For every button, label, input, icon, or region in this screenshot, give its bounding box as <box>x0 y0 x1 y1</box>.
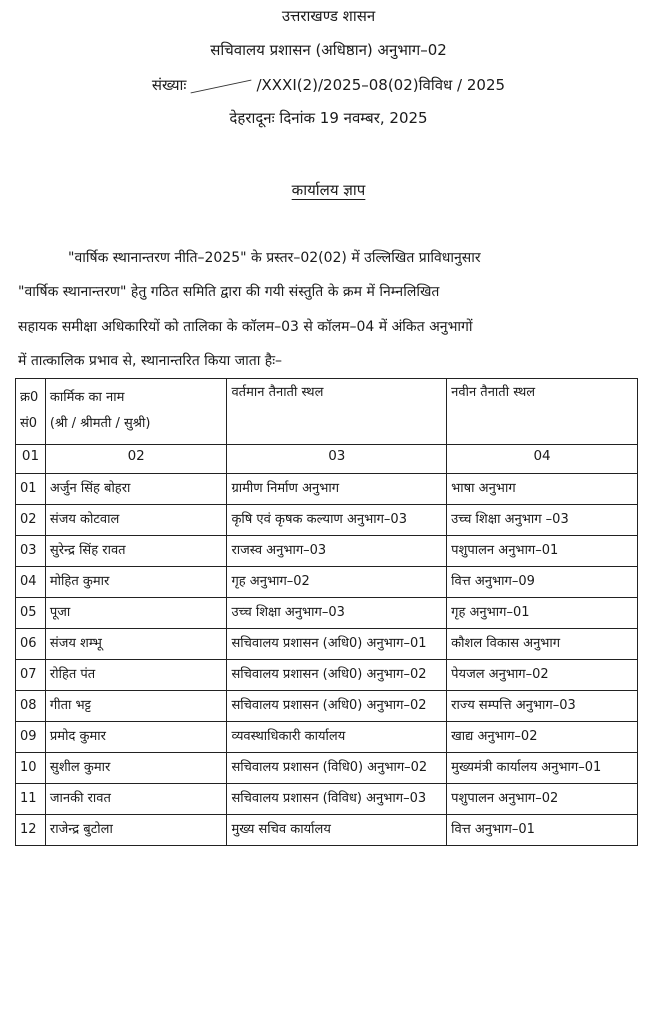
table-row <box>16 660 638 691</box>
cell-new-posting: खाद्य अनुभाग–02 <box>447 722 638 753</box>
handwritten-stroke <box>191 80 252 94</box>
para-line-2: "वार्षिक स्थानान्तरण" हेतु गठित समिति द्वारा की गयी संस्तुति के क्रम में निम्नलिखित <box>18 284 440 300</box>
cell-sno: 05 <box>16 598 46 629</box>
reference-number-label: संख्याः <box>151 76 187 94</box>
cell-name: प्रमोद कुमार <box>45 722 227 753</box>
col-number: 04 <box>447 445 638 474</box>
table-row <box>16 536 638 567</box>
table-row <box>16 691 638 722</box>
cell-current-posting: राजस्व अनुभाग–03 <box>227 536 447 567</box>
transfer-table <box>15 378 638 846</box>
cell-sno: 01 <box>16 474 46 505</box>
cell-current-posting: ग्रामीण निर्माण अनुभाग <box>227 474 447 505</box>
reference-number <box>0 75 657 95</box>
table-body <box>16 474 638 846</box>
cell-sno: 12 <box>16 815 46 846</box>
cell-new-posting: वित्त अनुभाग–01 <box>447 815 638 846</box>
para-line-4: में तात्कालिक प्रभाव से, स्थानान्तरित किया जाता हैः– <box>18 353 283 369</box>
cell-name: गीता भट्ट <box>45 691 227 722</box>
cell-new-posting: राज्य सम्पत्ति अनुभाग–03 <box>447 691 638 722</box>
cell-current-posting: सचिवालय प्रशासन (विविध) अनुभाग–03 <box>227 784 447 815</box>
header-sno: क्र0 सं0 <box>16 379 46 445</box>
table-row <box>16 815 638 846</box>
table-row <box>16 598 638 629</box>
cell-sno: 07 <box>16 660 46 691</box>
cell-new-posting: गृह अनुभाग–01 <box>447 598 638 629</box>
cell-name: सुरेन्द्र सिंह रावत <box>45 536 227 567</box>
cell-sno: 06 <box>16 629 46 660</box>
cell-sno: 02 <box>16 505 46 536</box>
table-row <box>16 629 638 660</box>
cell-new-posting: कौशल विकास अनुभाग <box>447 629 638 660</box>
col-number: 03 <box>227 445 447 474</box>
cell-new-posting: पशुपालन अनुभाग–02 <box>447 784 638 815</box>
reference-number-value: /XXXI(2)/2025–08(02)विविध / 2025 <box>256 76 506 94</box>
cell-new-posting: भाषा अनुभाग <box>447 474 638 505</box>
cell-current-posting: गृह अनुभाग–02 <box>227 567 447 598</box>
table-row <box>16 505 638 536</box>
memo-title: कार्यालय ज्ञाप <box>291 181 366 199</box>
cell-name: संजय कोटवाल <box>45 505 227 536</box>
cell-new-posting: मुख्यमंत्री कार्यालय अनुभाग–01 <box>447 753 638 784</box>
table-row <box>16 784 638 815</box>
col-number: 01 <box>16 445 46 474</box>
cell-current-posting: सचिवालय प्रशासन (अधि0) अनुभाग–02 <box>227 691 447 722</box>
place-date: देहरादूनः दिनांक 19 नवम्बर, 2025 <box>229 109 428 127</box>
cell-new-posting: उच्च शिक्षा अनुभाग –03 <box>447 505 638 536</box>
cell-name: मोहित कुमार <box>45 567 227 598</box>
cell-name: अर्जुन सिंह बोहरा <box>45 474 227 505</box>
cell-current-posting: सचिवालय प्रशासन (अधि0) अनुभाग–02 <box>227 660 447 691</box>
cell-name: जानकी रावत <box>45 784 227 815</box>
header-new: नवीन तैनाती स्थल <box>447 379 638 445</box>
cell-sno: 09 <box>16 722 46 753</box>
cell-name: संजय शम्भू <box>45 629 227 660</box>
cell-name: पूजा <box>45 598 227 629</box>
cell-sno: 11 <box>16 784 46 815</box>
column-number-row <box>16 445 638 474</box>
cell-current-posting: सचिवालय प्रशासन (अधि0) अनुभाग–01 <box>227 629 447 660</box>
table-row <box>16 567 638 598</box>
cell-current-posting: मुख्य सचिव कार्यालय <box>227 815 447 846</box>
header-name: कार्मिक का नाम (श्री / श्रीमती / सुश्री) <box>45 379 227 445</box>
table-row <box>16 722 638 753</box>
cell-current-posting: उच्च शिक्षा अनुभाग–03 <box>227 598 447 629</box>
cell-sno: 03 <box>16 536 46 567</box>
cell-new-posting: पशुपालन अनुभाग–01 <box>447 536 638 567</box>
cell-sno: 04 <box>16 567 46 598</box>
cell-name: राजेन्द्र बुटोला <box>45 815 227 846</box>
col-number: 02 <box>45 445 227 474</box>
para-line-3: सहायक समीक्षा अधिकारियों को तालिका के कॉलम–03 से कॉलम–04 में अंकित अनुभागों <box>18 319 473 335</box>
cell-name: सुशील कुमार <box>45 753 227 784</box>
table-row <box>16 753 638 784</box>
table-header-row <box>16 379 638 445</box>
govt-name: उत्तराखण्ड शासन <box>281 7 376 25</box>
section-name: सचिवालय प्रशासन (अधिष्ठान) अनुभाग–02 <box>210 41 447 59</box>
cell-new-posting: वित्त अनुभाग–09 <box>447 567 638 598</box>
para-line-1: "वार्षिक स्थानान्तरण नीति–2025" के प्रस्तर–02(02) में उल्लिखित प्राविधानुसार <box>68 250 481 266</box>
table-row <box>16 474 638 505</box>
cell-sno: 10 <box>16 753 46 784</box>
header-current: वर्तमान तैनाती स्थल <box>227 379 447 445</box>
cell-current-posting: कृषि एवं कृषक कल्याण अनुभाग–03 <box>227 505 447 536</box>
cell-sno: 08 <box>16 691 46 722</box>
cell-name: रोहित पंत <box>45 660 227 691</box>
cell-current-posting: सचिवालय प्रशासन (विधि0) अनुभाग–02 <box>227 753 447 784</box>
cell-new-posting: पेयजल अनुभाग–02 <box>447 660 638 691</box>
cell-current-posting: व्यवस्थाधिकारी कार्यालय <box>227 722 447 753</box>
